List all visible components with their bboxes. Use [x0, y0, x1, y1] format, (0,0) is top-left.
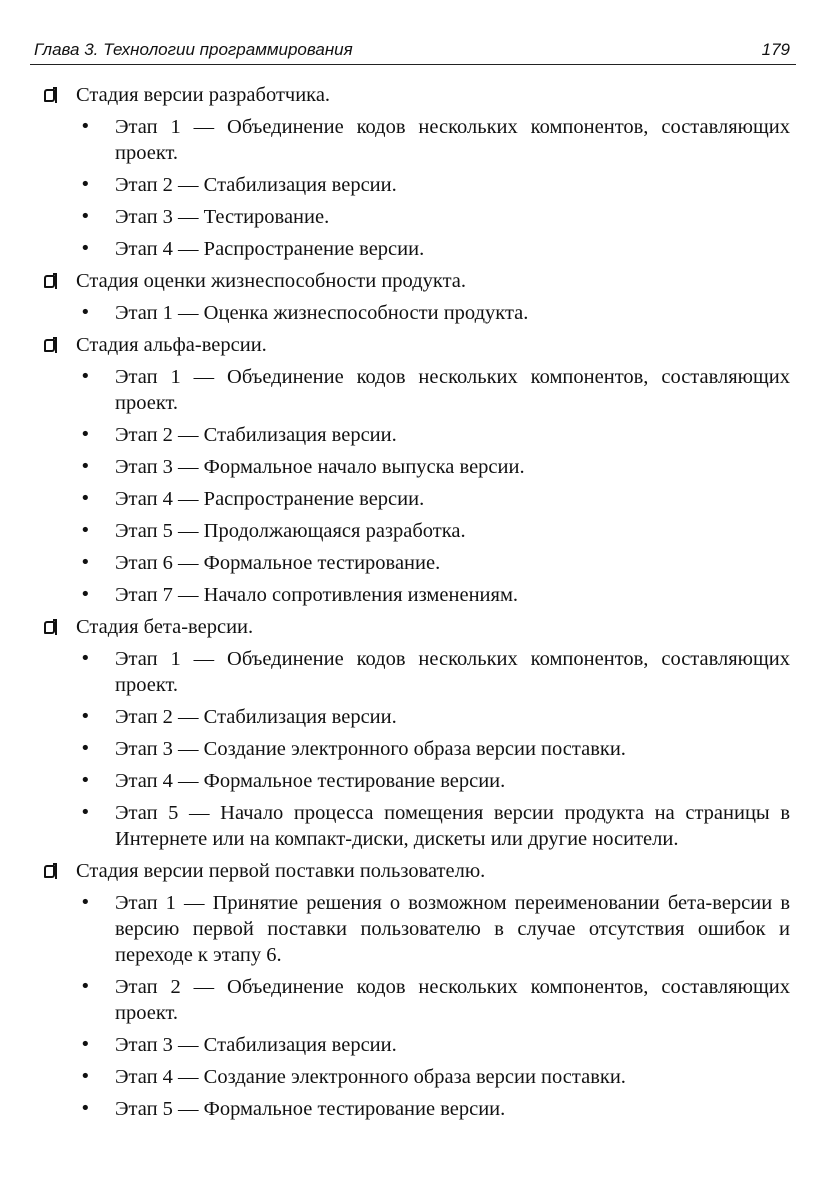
stage-title: Стадия оценки жизнеспособности продукта.: [76, 270, 467, 292]
step-list: [76, 890, 790, 1122]
stage-item: [44, 82, 790, 262]
step-list: [76, 364, 790, 608]
checkbox-bullet-icon: [44, 865, 55, 878]
stage-title: Стадия версии разработчика.: [76, 84, 331, 106]
step-item: • Этап 2 — Стабилизация версии.: [76, 172, 790, 198]
step-list: [76, 646, 790, 852]
stage-item: [44, 332, 790, 608]
step-item: • Этап 2 — Стабилизация версии.: [76, 704, 790, 730]
stage-item: [44, 614, 790, 852]
step-item: • Этап 1 — Объединение кодов нескольких компонентов, составляющих проект.: [76, 364, 790, 416]
stage-title: Стадия версии первой поставки пользователю.: [76, 860, 486, 882]
step-item: • Этап 2 — Стабилизация версии.: [76, 422, 790, 448]
step-item: • Этап 4 — Формальное тестирование версии.: [76, 768, 790, 794]
step-item: • Этап 5 — Начало процесса помещения версии продукта на страницы в Интернете или на компакт-диски, дискеты или другие носители.: [76, 800, 790, 852]
step-item: • Этап 4 — Распространение версии.: [76, 236, 790, 262]
checkbox-bullet-icon: [44, 339, 55, 352]
step-list: [76, 114, 790, 262]
step-item: • Этап 2 — Объединение кодов нескольких компонентов, составляющих проект.: [76, 974, 790, 1026]
step-item: • Этап 1 — Объединение кодов нескольких компонентов, составляющих проект.: [76, 646, 790, 698]
chapter-title: Глава 3. Технологии программирования: [34, 40, 353, 59]
stage-title: Стадия бета-версии.: [76, 616, 254, 638]
stage-item: [44, 858, 790, 1122]
step-item: • Этап 5 — Продолжающаяся разработка.: [76, 518, 790, 544]
checkbox-bullet-icon: [44, 89, 55, 102]
step-item: • Этап 3 — Формальное начало выпуска версии.: [76, 454, 790, 480]
step-list: [76, 300, 790, 326]
step-item: • Этап 1 — Оценка жизнеспособности продукта.: [76, 300, 790, 326]
checkbox-bullet-icon: [44, 621, 55, 634]
step-item: • Этап 4 — Создание электронного образа версии поставки.: [76, 1064, 790, 1090]
running-head: [30, 36, 796, 65]
step-item: • Этап 3 — Создание электронного образа версии поставки.: [76, 736, 790, 762]
step-item: • Этап 6 — Формальное тестирование.: [76, 550, 790, 576]
step-item: • Этап 1 — Принятие решения о возможном переименовании бета-версии в версию первой поставки пользователю в случае отсутствия ошибок и переходе к этапу 6.: [76, 890, 790, 968]
step-item: • Этап 3 — Тестирование.: [76, 204, 790, 230]
page-number: 179: [761, 40, 790, 59]
step-item: • Этап 3 — Стабилизация версии.: [76, 1032, 790, 1058]
step-item: • Этап 1 — Объединение кодов нескольких компонентов, составляющих проект.: [76, 114, 790, 166]
stage-list: [44, 82, 790, 1128]
stage-title: Стадия альфа-версии.: [76, 334, 267, 356]
step-item: • Этап 7 — Начало сопротивления изменениям.: [76, 582, 790, 608]
checkbox-bullet-icon: [44, 275, 55, 288]
step-item: • Этап 5 — Формальное тестирование версии.: [76, 1096, 790, 1122]
step-item: • Этап 4 — Распространение версии.: [76, 486, 790, 512]
stage-item: [44, 268, 790, 326]
